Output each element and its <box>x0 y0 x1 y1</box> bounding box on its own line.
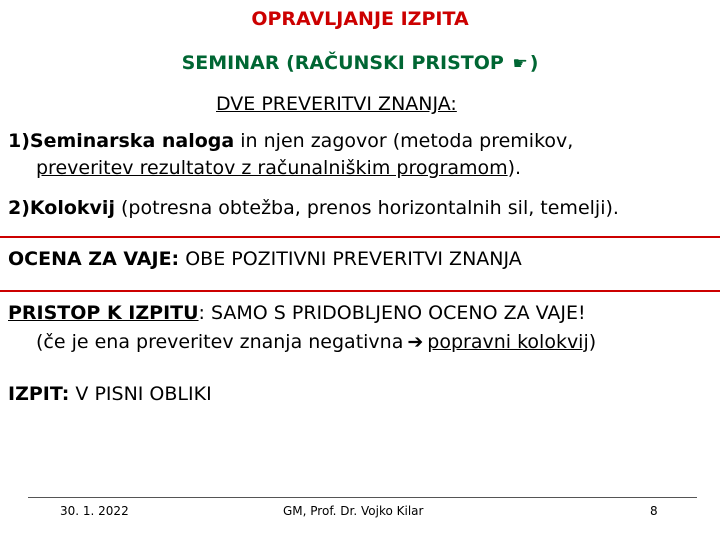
exam-label: IZPIT: <box>8 383 70 405</box>
page-title: OPRAVLJANJE IZPITA <box>251 8 469 30</box>
access-note-close: ) <box>588 331 597 353</box>
page-number: 8 <box>650 504 658 518</box>
grade-line <box>8 248 522 270</box>
exam-text: V PISNI OBLIKI <box>69 383 212 405</box>
separator <box>0 290 720 292</box>
subtitle-text: SEMINAR (RAČUNSKI PRISTOP <box>181 52 511 74</box>
pointing-hand-icon: ☛ <box>512 54 528 74</box>
page-subtitle <box>0 52 720 74</box>
item-label: 2)Kolokvij <box>8 197 115 219</box>
access-note-text: (če je ena preveritev znanja negativna <box>36 331 404 353</box>
subtitle-close: ) <box>529 52 539 74</box>
list-item-seminar-cont <box>36 157 521 179</box>
grade-label: OCENA ZA VAJE: <box>8 248 180 270</box>
arrow-right-icon: ➔ <box>407 331 424 353</box>
footer-author: GM, Prof. Dr. Vojko Kilar <box>283 504 424 518</box>
item-text-end: ). <box>507 157 522 179</box>
item-label: 1)Seminarska naloga <box>8 130 235 152</box>
access-label: PRISTOP K IZPITU <box>8 302 199 324</box>
item-text: in njen zagovor (metoda premikov, <box>234 130 574 152</box>
footer-date: 30. 1. 2022 <box>60 504 129 518</box>
grade-text: OBE POZITIVNI PREVERITVI ZNANJA <box>179 248 522 270</box>
separator <box>0 236 720 238</box>
list-item-kolokvij <box>8 197 619 219</box>
access-line <box>8 302 586 324</box>
access-text: : SAMO S PRIDOBLJENO OCENO ZA VAJE! <box>198 302 586 324</box>
item-text: (potresna obtežba, prenos horizontalnih sil, temelji). <box>114 197 619 219</box>
list-item-seminar <box>8 130 573 152</box>
access-note-link: popravni kolokvij <box>427 331 589 353</box>
footer-divider <box>28 497 697 498</box>
exam-line <box>8 383 212 405</box>
section-heading: DVE PREVERITVI ZNANJA: <box>216 93 457 115</box>
access-note <box>36 331 596 353</box>
item-text: preveritev rezultatov z računalniškim programom <box>36 157 508 179</box>
